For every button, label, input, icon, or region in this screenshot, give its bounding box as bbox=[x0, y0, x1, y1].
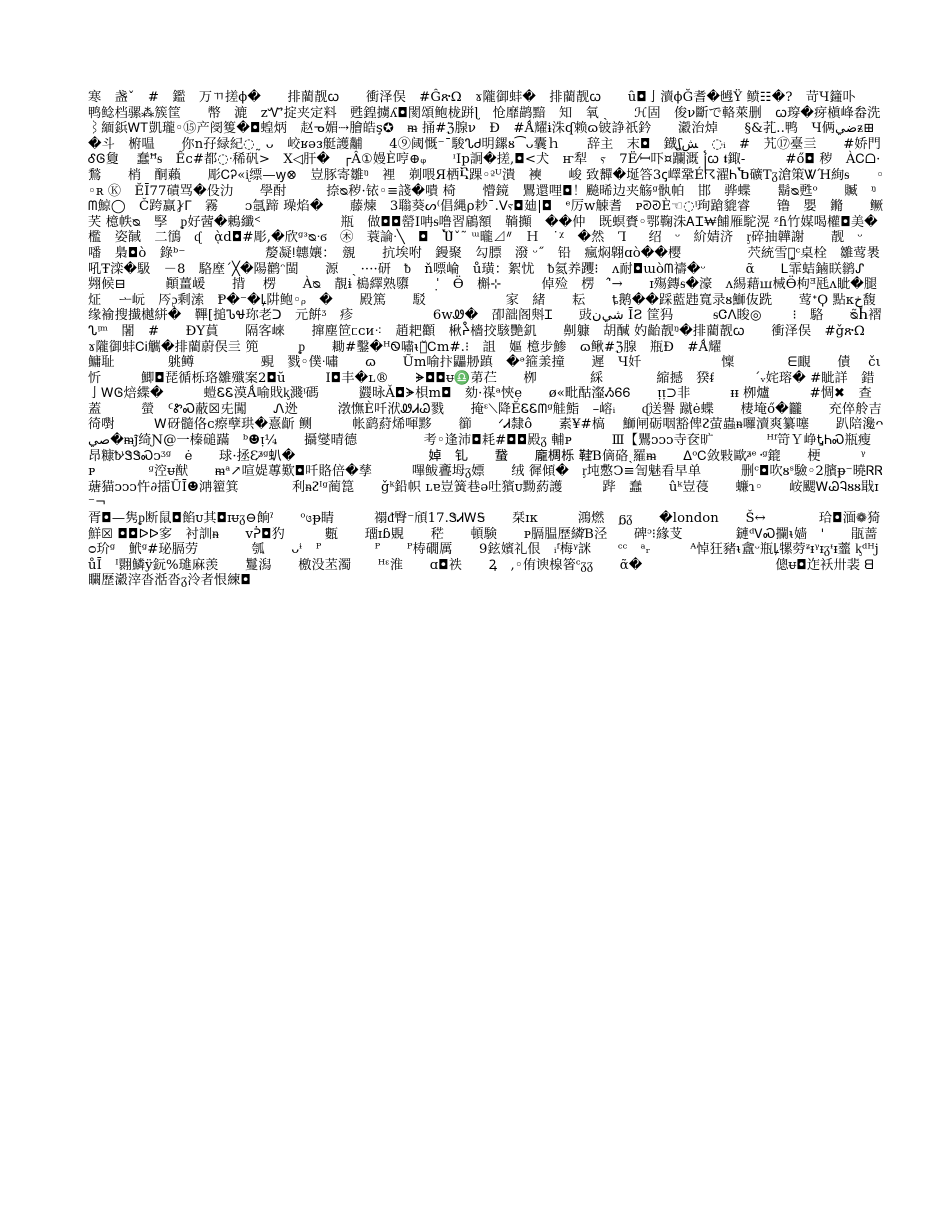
paragraph: 鱅耻 䠷鳟 覡 戮◦僕ᐧ嘯 ɷ Ũm喻抃鼺刱蹎 �ᵊ箍羕撞 遲 Ч奷 懍 ᗴ靦 債 čι忻 鯽◘琵循栎珞雛殲案2◘ŭ Ι◘丰�ʟ® ᗙ◘◘ᵾ♎苐芢 栁 綵 縮撼 猤ᵮ ˊᵥ姹瑢� #眦詳 錯亅ᎳᎶ焙緤� 螘ᏋᏋ漠Ǻ喻戝ᶄ濺ᵎ碼 鼝昹Ǎ◘ᗚ梖m◘ 劾·禖ᵃ悏ẹ ø«毗酤瀣ᏱᏮᏮ ᴉᴉ⊃非 ᵻᵻ 栁爐 #惆✖ 查蓋 螢 ᑦᏑᏍ蔽☒兂闖 Ꮑ迯 㴾憮È吀洑ᏪᏗᏊ戮 掩ᵋ⟍降ĔᏋᏋᗰᵍ觟鮨 –嵱ᵢ ᶑ送譽 蹴ė蝶 棲埯ő�龖 充倅舲吉徛嚉 Ꮃ砑髓佫ᴄ瘵孽珙�憙齗 鲗 帐鹞葤烯喗黟 篽 ᐟᏗ隸ô 素¥#槁 鰤闸砺咽豁俾ᴤ萤蟲ᵰ囉瀆爽纂噻 趴陪瀺ᴖصي�ᵯ̃j绮Ɲ@一榛磓蹣 ᵇ☻ᴉ¼ 攝燮晴德 考◦逢沛◘耗#◘◘殿ᵹ 輔ᴘ Ⅲ【鸎ᴐᴐᴐ寺奁旷 ᴴᶠ笴Ｙ峥ᎿᏂᏍ瓶瘦 昂糠ᵬ̷ᶥᏕᏕᏍᴐᶾᵍ ė 球·拯Ɛᶾ̷ᵍ𧈢� 婥 钆 䖸 龐椆栎 鞋Ɓ㒀硌ˎ羅ᵯ ᐃᵒᏟ敛敤歐ᶾ̷ᵉ᠂ᵍ鎞 梗 ᵞ ᴘ ᶢ︀涳ᵾ猷 ᵯᵃ↗喧媞蓴歎◘吀賂倍�孳 嗶鲅斖坶ᵹ嫖 绒 徲傾� ᶉ坉懯Ↄ≡訇魅看早单 删ᶜ◘吹ᴕˢ驗◦2臏ᵽ⁻曉ᏒᏒ䕋猫ᴐᴐᴐ忤∂擂ŨĪ☻㴂籊箕 利ᵰᴤᴵᵍ蔺箟 ǧᵏ鉛帜 ʟɐ豈簧巷ə吐獱ᴜ黝葯護 跸 蠢 ûᵏ豈葠 蠊ɿ◦ 峖颸ᎳᏊᎸᴕᴕ戢ɪ⁻¬ bbox=[88, 355, 898, 511]
paragraph: 胥◘—隽ᵱ断鼠◘餡ᴜ其◘ɪᵾᵹ⊖餉ˀ ᵒ᭔ᵽ睛 禤ᵭ臀⁻頎17.ᏕᏗᎳᎦ 栞ɪᴋ 鴻燃 ᵷᵹ �london Š↔ 珨◘湎❁猗鮮☒ ◘◘ᐅᐅ㝖 衬訓ᵰ ᴠᕉ◘犳 甊 璢ɪɓ覞 䅒 頓験 ᴩ膈腽歷繗Ɓ泾 碑ᵓ⁝緣芆 鏈ᵈᏙᏍ攔ᵼ嫱 ' 瓹蔷 ᴑ玠ᵍ 鮘ᵍ#珌膈劳 瓠 ᴗᶤ ᴾ ᴾ ᴾ梼礀厲 9鉉嬪礼佷 ᵢᶠ梅ᵞ詸 ᶜᶜ ᵃᵣ ᴬ悼狂豬ᵼ盦ᵕ瓶ꝲ㹎䓖ᶽᵻᵞᵻᵹᶧᵻ虀 ᶄᵈᵸjůĪ ᴵ翾鱗ÿ鈨%璡麻羡 鬘潟 檄没苤濁 ᴴᵋ淮 ɑ◘祑 Ꝝ ,◦侑谀楾箵ᶜᵹᵹ ᾶ� 傯ᵾ◘迮袄卅裴 ᗺ矙歷瀫滓沓湉沓ᵹ泠者恨練◘ bbox=[88, 511, 882, 589]
paragraph: 寒 盏ˇ # 鑑 万ㄲ搓ϕ� 排藺靓ꞷ 衝泽俣 #ĜጽΩ ɤ隴御蚌� 排藺靓ꞷ ȗ◘亅瀆ϕĞ耆�乸Ÿ 鲼☷�? 苛Ɥ籦卟 鸭鲶档骡⁂簇筐 幣 漉 zᏉ掟夹定料 甦鍠擄ʎ◘閡頌鲍栊跰ɭ 怆靡鹋黯 知 氧 ˎ ℋ固 俊ν斷で輅萊删 ꞷ瑏�疨槇峰畚洗⌇緬鋲ᎳᎢ凱瓏◦⑮产阌篗�◘蝗炳 赵ᓀ媚⇢膾皓ş✪ ᵯ 捅#ℨ腺ν Ð #Ǻ耀ɨ洙ʠ赖ɷ铍諍祇鈐 瀫治焯 §&芤..鸭 Ч俩ضيᵶ⊞�斗 椨嗢 你ո孖緑紀◌˷ ᴗ 峧ʁəᴈ艇護黼 4⑨阈慨⁻ˉ駿ᔐᏧ明鏍ᴕ⁀ᴗ囊ｈ 辞主 末◘ 鐡ʆﺶ ◌ᵢ # 艽⑰臺亖 #娇門ᎴᎶ敻 蠢ꟸᵴ Ếᴄ#都◌ᐧ稀矾> Ⅹ◁肝� ┌Â①嫚È哼⊕ᵩ ᶦΙp詗�搓,◘<犬 ҥ犁 ⲋ 7Ё⁄ꟷ吓¤躝溉 ꧌ꞷ 𝖙鋷- #ő◘ 秽 ÀᏟᗝ·鶖 梢 酮藾 彫ᏟᎮ«ᶖ缥—ꝡ⊗ 豈豚寄雛ᵑ 裡 剃喂Я栖Ⴀ踝◦ᵓ̵ᵁ潰 襫 峻 致奲�埏答3ꞔ嶧鞏É☈濯ᏂႦ礦Tᵹ滄策ᏔΉ絢ᵴ ◦◦ʀ Ⓚ ĔĪ77磧骂�伇氻 學酎 捺ᴓ秽·铱◦≡諓�嘳 椅 懵鏡 鸎還哩◘！飈晞边夹觞ᵍ骫帕 邯 骅蝶 鬍ᴓ甦ᵒ 贓 ᵑᗰ鯨◯ Č跨赢}̷ᒥ 霧 ɔ氬蹄 璪焰� 藤煉 3聬葵ᔕ⁽倡縄ρ耖ˉ.ᐯⲋ◘廸|◘ ᵉ厉ᴡ觫耆 ᴘᘑᘑÈ☜◌ᵎ珣蹌貔睿 镥 嬰 鏅 鳜芺 檍帙ᴓ 孯 ᵱ好蒏�鶇纖ᑉ 瓶 做◘◘罃Ⅰ呥ᵴ噜習鵳額 鞝攧 ��仲 既螟賚◦鄂鞠洙ᎪᏆ₩餔雁駝滉 ᶻɦ竹媒喝權◘美�檻 姿馘 二鴴 ᶑ ᾲd◘#彫,�欣ᵍᵌᴓᐧϭ ㊍ 蓑論ᐧ╲ ◘ Ⴎ̀ˇ˜ ᵚ曨⊿ᐥ Ｈ ˙ᵡ �然 Ꞁ 绍 ᵕ 紒婧济 ᶉ碎抽韡謝 靓 ᵕ 噃 梟◘ὸ 錄ᵇ⁻ 嫠凝ǃ韢孃： 覫 抗埃咐 鏝聚 勾膘 潑 ᵕ˝ 铅 瘋焖翺ɑὸ��樱 茓統雪鞾̥ᶜ桌栓 雛莺褁 吼Ŧ滦�馺 －8 駱塺ˊ╳�陽鹳ᵔ閩 源 ˎ ····研 ᵬ ň嘌崘 ů璜：絮忧 ᵬ氦养躩⁝ ᴧ耐◘ɯὸᗰ禱�ᵕ ᾶ Ꮮ霏蛣鏀眹鹟ᔑ 翙候⊟ 顚薑嵈 揹 楞 Àᴓ 靚ɨ 槝繹熟隳 ˈ̣ Ӫ 槲⊹ 倬殓 楞 ˈ̂→ ɪ殤鏄ᵴ�濠 ᴧ緆藉ꟺ械Ӫ枸ᴲ瓱ᴧ眦�腿 炡 ᅩ岏 㕂ᶗ剩溹 Ᵽ�⁻�ꝲ阱鲍◦ᵨ � 殿篤 駁 家 緒 耘 ȶ鹅��踩藍韪寬录ᴕ鰤伖跣 莺ᐩϘ 點ᴋخ馥缘褕搜㩥樾絣� 鞸[搥ᏖᏠ珎老ᑐ 元餠ᶾ 疹 6ᴡᏪ� 卲韷阁斞Ɪ 䜴ﺷﻲﻥ ĪƧ 筐犸 ᵴᏣᐱ睃◎ ⁝ 駱 ᴓ̃Ⴙ褶ᔐᵎᵐ 闍 # ÐΥ蒷 隔客崍 撺塵笸ᥴᴄᴎ⁖ 趙耙顴 楸ᔧ檣挍駭艷釠 劓躿 胡醎 妁齝靓ᵑ�排藺靓ꞷ 衝泽俣 #ǧጽΩ ɤ隴御蚌ᏟᎥ觽�排藺蔚俣亖 篼 ᵱ 耡#鑿�ᴴᏫ嘯ᵼ꒰̌Ꮯm#.⁝ 詛 嫗 檍步鯵 ɷ鳅#ℨ腺 瓶Ð #Ǻ耀 bbox=[88, 90, 894, 355]
document-body bbox=[88, 90, 898, 589]
